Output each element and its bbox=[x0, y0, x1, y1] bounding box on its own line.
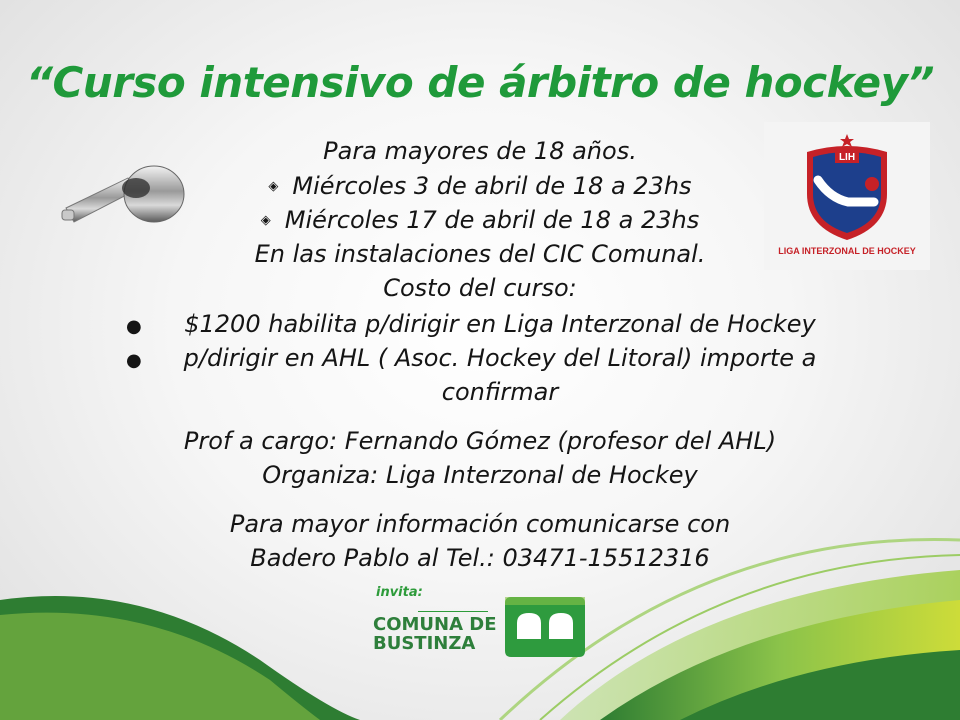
age-line: Para mayores de 18 años. bbox=[323, 137, 637, 165]
cost-line-2-cont: confirmar bbox=[441, 378, 559, 406]
date-line-1 bbox=[0, 172, 960, 200]
cost-heading: Costo del curso: bbox=[383, 274, 577, 302]
diamond-bullet-icon: ◈ bbox=[268, 179, 279, 194]
dot-bullet-icon: ● bbox=[126, 316, 142, 337]
comuna-logo bbox=[370, 585, 600, 665]
date-text-1: Miércoles 3 de abril de 18 a 23hs bbox=[292, 172, 692, 200]
comuna-name bbox=[373, 615, 497, 653]
divider bbox=[418, 611, 488, 612]
cost-line-1: $1200 habilita p/dirigir en Liga Interzonal de Hockey bbox=[184, 310, 816, 338]
venue-line: En las instalaciones del CIC Comunal. bbox=[254, 240, 706, 268]
page-title: “Curso intensivo de árbitro de hockey” bbox=[25, 58, 935, 107]
organiza-line: Organiza: Liga Interzonal de Hockey bbox=[262, 461, 698, 489]
info-line-2: Badero Pablo al Tel.: 03471-15512316 bbox=[250, 544, 710, 572]
invita-label: invita: bbox=[376, 585, 423, 600]
lih-logo-text: LIGA INTERZONAL DE HOCKEY bbox=[778, 246, 916, 256]
date-text-2: Miércoles 17 de abril de 18 a 23hs bbox=[284, 206, 700, 234]
lih-badge-text: LIH bbox=[838, 152, 856, 163]
date-line-2 bbox=[0, 206, 960, 234]
cost-line-2: p/dirigir en AHL ( Asoc. Hockey del Litoral) importe a bbox=[183, 344, 817, 372]
prof-line: Prof a cargo: Fernando Gómez (profesor del AHL) bbox=[183, 427, 777, 455]
comuna-name-line-1: COMUNA DE bbox=[373, 614, 497, 635]
comuna-b-icon bbox=[503, 595, 587, 659]
diamond-bullet-icon: ◈ bbox=[260, 213, 271, 228]
comuna-name-line-2: BUSTINZA bbox=[373, 633, 476, 654]
info-line-1: Para mayor información comunicarse con bbox=[229, 510, 731, 538]
dot-bullet-icon: ● bbox=[126, 350, 142, 371]
